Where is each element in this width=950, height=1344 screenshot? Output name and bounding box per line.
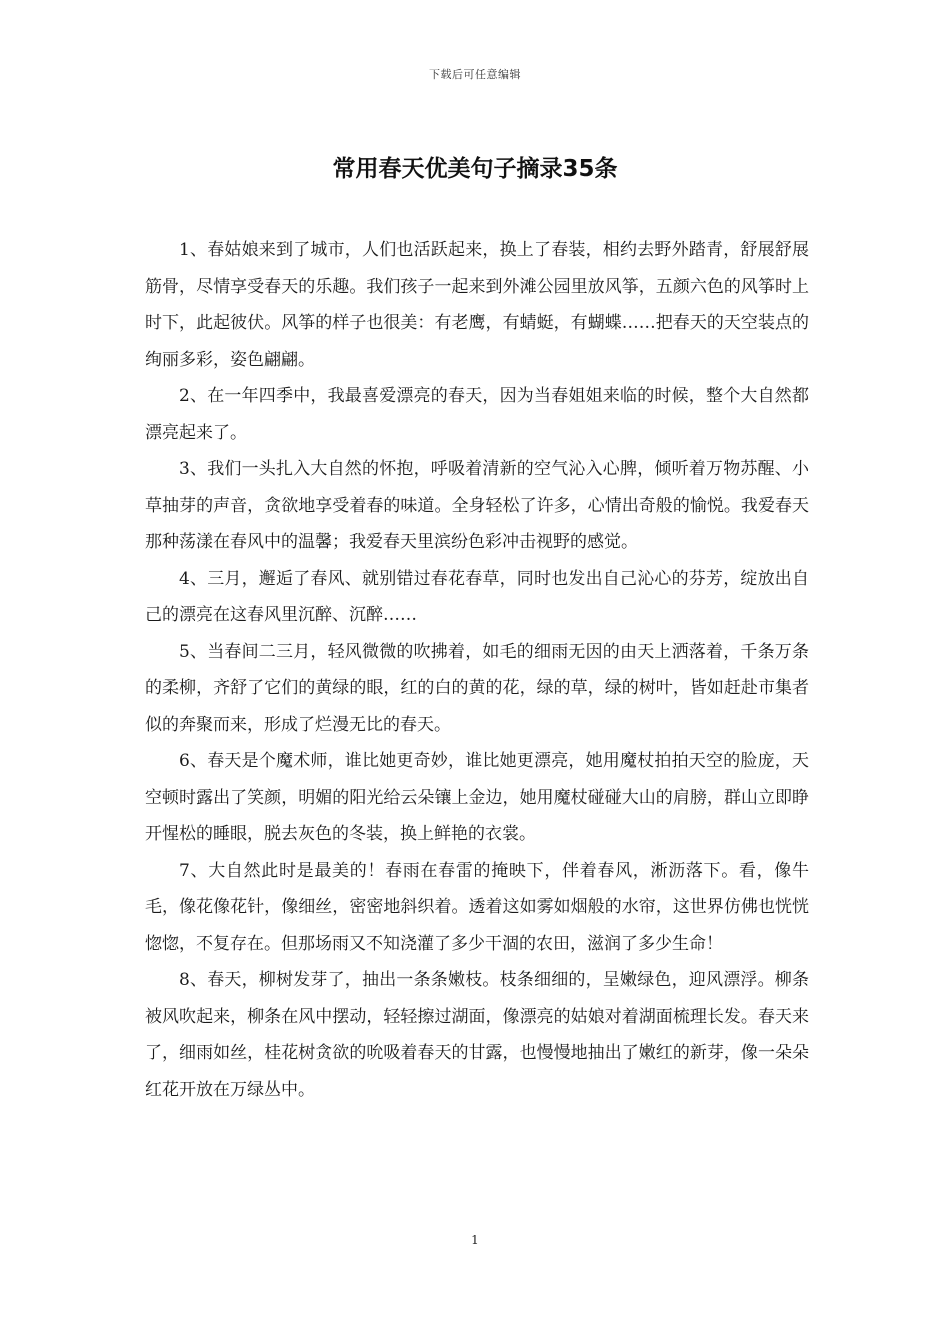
- paragraph-5: 5、当春间二三月，轻风微微的吹拂着，如毛的细雨无因的由天上洒落着，千条万条的柔柳，齐舒了它们的黄绿的眼，红的白的黄的花，绿的草，绿的树叶，皆如赶赴市集者似的奔聚而来，形成了烂漫无比的春天。: [145, 641, 809, 735]
- paragraph-6: 6、春天是个魔术师，谁比她更奇妙，谁比她更漂亮，她用魔杖拍拍天空的脸庞，天空顿时露出了笑颜，明媚的阳光给云朵镶上金边，她用魔杖碰碰大山的肩膀，群山立即睁开惺松的睡眼，脱去灰色的冬装，换上鲜艳的衣裳。: [145, 751, 809, 844]
- paragraph-8: 8、春天，柳树发芽了，抽出一条条嫩枝。枝条细细的，呈嫩绿色，迎风漂浮。柳条被风吹起来，柳条在风中摆动，轻轻擦过湖面，像漂亮的姑娘对着湖面梳理长发。春天来了，细雨如丝，桂花树贪欲的吮吸着春天的甘露，也慢慢地抽出了嫩红的新芽，像一朵朵红花开放在万绿丛中。: [145, 970, 809, 1100]
- document-body: [145, 232, 809, 1108]
- paragraph-4: 4、三月，邂逅了春风、就别错过春花春草，同时也发出自己沁心的芬芳，绽放出自己的漂亮在这春风里沉醉、沉醉……: [145, 568, 809, 625]
- document-title: 常用春天优美句子摘录35条: [332, 156, 618, 182]
- page-number: 1: [471, 1233, 479, 1247]
- paragraph-7: 7、大自然此时是最美的！春雨在春雷的掩映下，伴着春风，淅沥落下。看，像牛毛，像花像花针，像细丝，密密地斜织着。透着这如雾如烟般的水帘，这世界仿佛也恍恍惚惚，不复存在。但那场雨又不知浇灌了多少干涸的农田，滋润了多少生命！: [145, 860, 809, 954]
- paragraph-1: 1、春姑娘来到了城市，人们也活跃起来，换上了春装，相约去野外踏青，舒展舒展筋骨，尽情享受春天的乐趣。我们孩子一起来到外滩公园里放风筝，五颜六色的风筝时上时下，此起彼伏。风筝的样子也很美：有老鹰，有蜻蜓，有蝴蝶……把春天的天空装点的绚丽多彩，姿色翩翩。: [145, 240, 809, 370]
- paragraph-3: 3、我们一头扎入大自然的怀抱，呼吸着清新的空气沁入心脾，倾听着万物苏醒、小草抽芽的声音，贪欲地享受着春的味道。全身轻松了许多，心情出奇般的愉悦。我爱春天那种荡漾在春风中的温馨；我爱春天里滨纷色彩冲击视野的感觉。: [145, 459, 809, 552]
- page-header-note: 下载后可任意编辑: [429, 68, 521, 81]
- paragraph-2: 2、在一年四季中，我最喜爱漂亮的春天，因为当春姐姐来临的时候，整个大自然都漂亮起来了。: [145, 386, 809, 443]
